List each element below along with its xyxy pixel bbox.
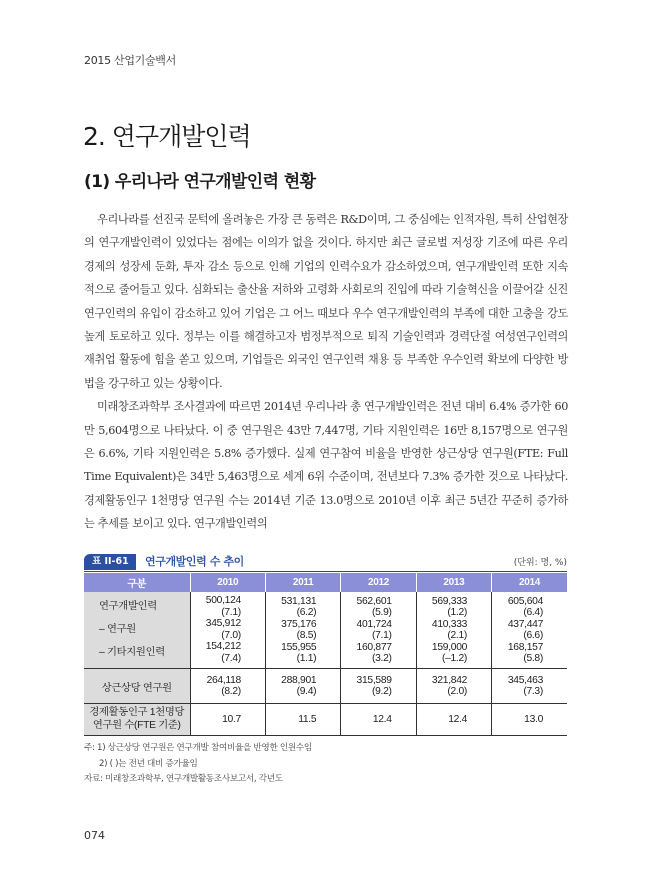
change-rate: (3.2) bbox=[371, 653, 392, 664]
value: 315,589 bbox=[356, 674, 392, 686]
chapter-title: 2. 연구개발인력 bbox=[83, 122, 251, 151]
paragraph: 우리나라를 선진국 문턱에 올려놓은 가장 큰 동력은 R&D이며, 그 중심에는 인적자원, 특히 산업현장의 연구개발인력이 있었다는 점에는 이의가 없을 것이다. 하지만 최근 글로벌 저성장 기조에 따른 우리 경제의 성장세 둔화, 투자 감소 등으로 인해 기업의 인력수요가 감소하였으며, 연구개발인력 또한 지속적으로 줄어들고 있다. 심화되는 출산율 저하와 고령화 사회로의 진입에 따라 기술혁신을 이끌어갈 신진 연구인력의 유입이 감소하고 있어 기업은 그 어느 때보다 우수 연구개발인력의 부족에 대한 고충을 강도 높게 토로하고 있다. 정부는 이를 해결하고자 범정부적으로 퇴직 기술인력과 경력단절 여성연구인력의 재취업 활동에 힘을 쏟고 있으며, 기업들은 외국인 연구인력 채용 등 부족한 우수인력 확보에 다양한 방법을 강구하고 있는 상황이다. bbox=[84, 213, 568, 390]
value: 375,176 bbox=[281, 618, 317, 630]
note-line: 주: 1) 상근상당 연구원은 연구개발 참여비율을 반영한 인원수임 bbox=[84, 743, 312, 753]
data-cell bbox=[492, 669, 567, 704]
value: 437,447 bbox=[507, 618, 543, 630]
value: 531,131 bbox=[281, 595, 317, 607]
data-cell bbox=[416, 592, 491, 669]
source-line: 자료: 미래창조과학부, 연구개발활동조사보고서, 각년도 bbox=[84, 774, 283, 784]
value: 288,901 bbox=[281, 674, 317, 686]
column-header: 2014 bbox=[492, 573, 567, 592]
data-cell bbox=[265, 592, 340, 669]
change-rate: (7.4) bbox=[221, 652, 241, 664]
data-cell bbox=[341, 669, 416, 704]
change-rate: (5.9) bbox=[371, 607, 392, 618]
data-cell bbox=[492, 592, 567, 669]
note-line: 2) ( )는 전년 대비 증가율임 bbox=[99, 758, 198, 769]
row-label: 상근상당 연구원 bbox=[101, 682, 172, 694]
value: 401,724 bbox=[356, 618, 392, 630]
value: 159,000 bbox=[431, 641, 468, 653]
change-rate: (5.8) bbox=[523, 653, 543, 664]
row-label-cell bbox=[84, 704, 190, 736]
table-title: 연구개발인력 수 추이 bbox=[145, 555, 244, 568]
change-rate: (2.0) bbox=[447, 686, 468, 697]
change-rate: (1.1) bbox=[296, 653, 317, 664]
value: 500,124 bbox=[205, 595, 241, 606]
section-title: (1) 우리나라 연구개발인력 현황 bbox=[84, 172, 316, 192]
row-label-cell bbox=[84, 592, 190, 669]
row-label-line: 연구원 수(FTE 기준) bbox=[92, 719, 181, 731]
data-cell bbox=[265, 669, 340, 704]
table-header-row bbox=[84, 573, 567, 592]
data-cell: 12.4 bbox=[416, 704, 491, 736]
data-cell: 11.5 bbox=[265, 704, 340, 736]
value: 264,118 bbox=[206, 674, 241, 686]
change-rate: (7.1) bbox=[371, 630, 392, 641]
table-unit: (단위: 명, %) bbox=[513, 558, 567, 568]
change-rate: (6.2) bbox=[296, 607, 317, 618]
row-label-line: 경제활동인구 1천명당 bbox=[89, 707, 185, 718]
table-caption bbox=[84, 551, 567, 572]
change-rate: (6.6) bbox=[523, 630, 543, 641]
table-row-rd-personnel-group bbox=[84, 592, 567, 669]
row-label: 연구개발인력 bbox=[99, 601, 157, 612]
change-rate: (7.0) bbox=[221, 629, 241, 641]
column-header: 구분 bbox=[84, 573, 190, 592]
change-rate: (2.1) bbox=[447, 630, 468, 641]
change-rate: (7.1) bbox=[221, 606, 241, 618]
column-header: 2012 bbox=[341, 573, 416, 592]
data-cell: 12.4 bbox=[341, 704, 416, 736]
value: 168,157 bbox=[507, 641, 543, 653]
change-rate: (7.3) bbox=[523, 686, 543, 697]
table-row-fte-researchers bbox=[84, 669, 567, 704]
table-notes bbox=[84, 741, 312, 788]
change-rate: (–1.2) bbox=[441, 653, 468, 664]
change-rate: (1.2) bbox=[447, 607, 468, 618]
change-rate: (8.2) bbox=[221, 686, 241, 697]
row-label-cell bbox=[84, 669, 190, 704]
value: 160,877 bbox=[356, 641, 392, 653]
data-cell: 13.0 bbox=[492, 704, 567, 736]
data-cell bbox=[341, 592, 416, 669]
rd-personnel-table bbox=[84, 573, 567, 736]
column-header: 2010 bbox=[190, 573, 265, 592]
data-cell: 10.7 bbox=[190, 704, 265, 736]
page-number: 074 bbox=[84, 829, 105, 842]
table-row-researchers-per-thousand bbox=[84, 704, 567, 736]
row-label: – 연구원 bbox=[99, 624, 136, 635]
value: 410,333 bbox=[431, 618, 468, 630]
value: 345,912 bbox=[205, 618, 241, 629]
data-cell bbox=[416, 669, 491, 704]
table-number-badge: 표 II-61 bbox=[84, 554, 136, 570]
value: 562,601 bbox=[356, 595, 392, 607]
row-label: – 기타지원인력 bbox=[99, 647, 165, 658]
data-cell bbox=[190, 592, 265, 669]
change-rate: (9.4) bbox=[296, 686, 317, 697]
change-rate: (6.4) bbox=[523, 607, 543, 618]
value: 605,604 bbox=[507, 595, 543, 607]
paragraph: 미래창조과학부 조사결과에 따르면 2014년 우리나라 총 연구개발인력은 전년 대비 6.4% 증가한 60만 5,604명으로 나타났다. 이 중 연구원은 43만 7,447명, 기타 지원인력은 16만 8,157명으로 연구원은 6.6%, 기타 지원인력은 5.8% 증가했다. 실제 연구참여 비율을 반영한 상근상당 연구원(FTE: Full Time Equivalent)은 34만 5,463명으로 세계 6위 수준이며, 전년보다 7.3% 증가한 것으로 나타났다. 경제활동인구 1천명당 연구원 수는 2014년 기준 13.0명으로 2010년 이후 최근 5년간 꾸준히 증가하는 추세를 보이고 있다. 연구개발인력의 bbox=[84, 400, 568, 531]
value: 569,333 bbox=[431, 595, 468, 607]
change-rate: (8.5) bbox=[296, 630, 317, 641]
value: 155,955 bbox=[281, 641, 317, 653]
column-header: 2013 bbox=[416, 573, 491, 592]
data-cell bbox=[190, 669, 265, 704]
change-rate: (9.2) bbox=[371, 686, 392, 697]
column-header: 2011 bbox=[265, 573, 340, 592]
body-text bbox=[84, 208, 568, 536]
value: 154,212 bbox=[205, 641, 241, 652]
value: 345,463 bbox=[507, 674, 543, 686]
value: 321,842 bbox=[431, 674, 468, 686]
running-header: 2015 산업기술백서 bbox=[84, 54, 176, 67]
